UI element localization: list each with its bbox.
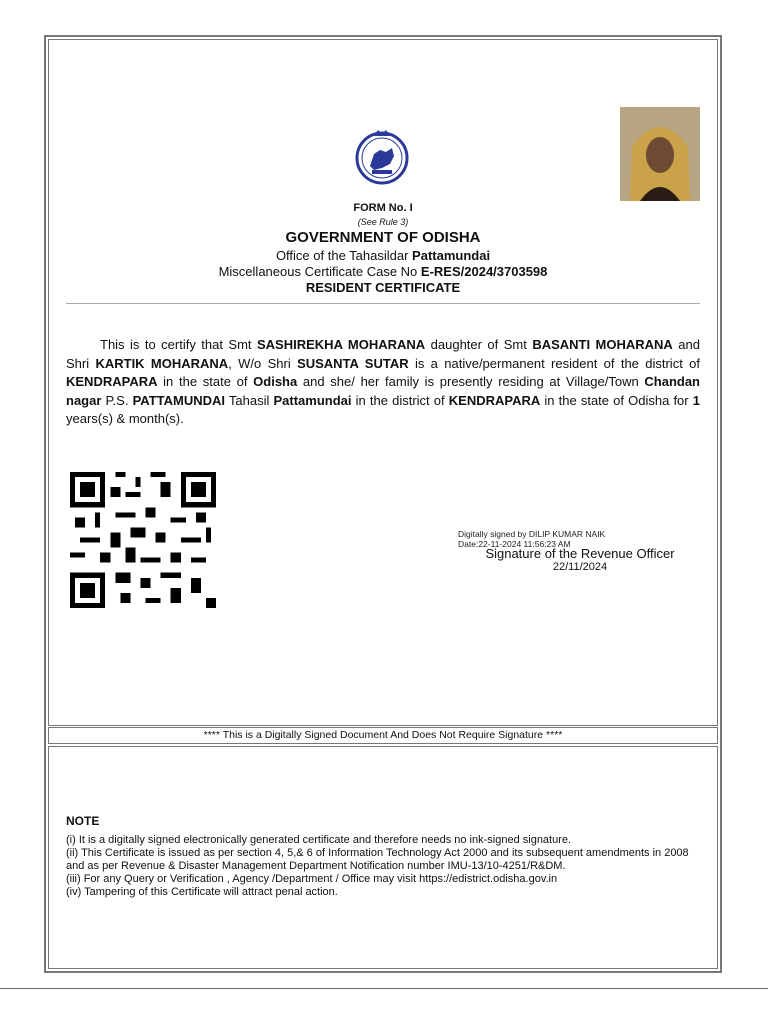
police-station: PATTAMUNDAI [132, 392, 225, 408]
note-item: (i) It is a digitally signed electronically generated certificate and therefore needs no ink-signed signature. [66, 834, 572, 846]
qr-code-icon [70, 472, 216, 608]
residence-years: 1 [692, 392, 700, 408]
body-text: This is to certify that Smt [100, 337, 257, 352]
body-text: P.S. [101, 392, 133, 408]
certificate-title: RESIDENT CERTIFICATE [305, 280, 461, 295]
spouse-name: SUSANTA SUTAR [297, 355, 409, 371]
office-name: Pattamundai [412, 248, 491, 263]
certificate-body [66, 336, 700, 429]
body-text: Tahasil [225, 392, 274, 408]
note-item: (iii) For any Query or Verification , Agency /Department / Office may visit https://edistrict.odisha.gov.in [66, 873, 558, 885]
village-name: Chandan nagar [66, 374, 701, 408]
government-heading: GOVERNMENT OF ODISHA [285, 229, 481, 246]
see-rule-note: (See Rule 3) [357, 217, 409, 227]
applicant-name: SASHIREKHA MOHARANA [257, 337, 426, 352]
note-heading: NOTE [66, 814, 100, 828]
page-bottom-rule [0, 988, 768, 989]
body-text: in the state of [157, 374, 254, 389]
district-name: KENDRAPARA [66, 374, 158, 389]
case-prefix: Miscellaneous Certificate Case No [218, 264, 421, 279]
body-text: and she/ her family is presently residing at Village/Town [297, 374, 645, 389]
header-divider [66, 303, 700, 304]
note-item: (iv) Tampering of this Certificate will attract penal action. [66, 886, 338, 898]
district-name: KENDRAPARA [448, 392, 541, 408]
office-line [100, 248, 666, 263]
body-text: years(s) & month(s). [66, 411, 184, 426]
body-text: , W/o Shri [228, 355, 298, 371]
odisha-emblem-icon [352, 126, 412, 186]
digital-signed-notice: **** This is a Digitally Signed Document And Does Not Require Signature **** [48, 727, 718, 744]
digital-sign-date: Date:22-11-2024 11:56:23 AM [458, 539, 571, 549]
applicant-photo [620, 107, 700, 201]
signature-title: Signature of the Revenue Officer [485, 546, 675, 561]
digital-signer: Digitally signed by DILIP KUMAR NAIK [458, 529, 606, 539]
body-text: and Shri [66, 337, 700, 371]
body-text: in the state of Odisha for [540, 392, 693, 408]
case-line [100, 264, 666, 279]
note-list [66, 834, 706, 899]
note-item: (ii) This Certificate is issued as per section 4, 5,& 6 of Information Technology Act 2000 and its subsequent amendments in 2008 and as per Revenue & Disaster Management Department Notification number IMU-13/10-4251/R&DM. [66, 847, 689, 872]
office-prefix: Office of the Tahasildar [275, 248, 413, 263]
father-name: KARTIK MOHARANA [95, 355, 229, 371]
tahasil-name: Pattamundai [273, 392, 352, 408]
mother-name: BASANTI MOHARANA [532, 337, 673, 352]
body-text: is a native/permanent resident of the district of [408, 355, 700, 371]
form-number: FORM No. I [353, 202, 413, 214]
body-text: daughter of Smt [425, 337, 533, 352]
body-text: in the district of [351, 392, 449, 408]
state-name: Odisha [253, 374, 298, 389]
case-number: E-RES/2024/3703598 [420, 264, 548, 279]
signature-date: 22/11/2024 [552, 561, 608, 573]
